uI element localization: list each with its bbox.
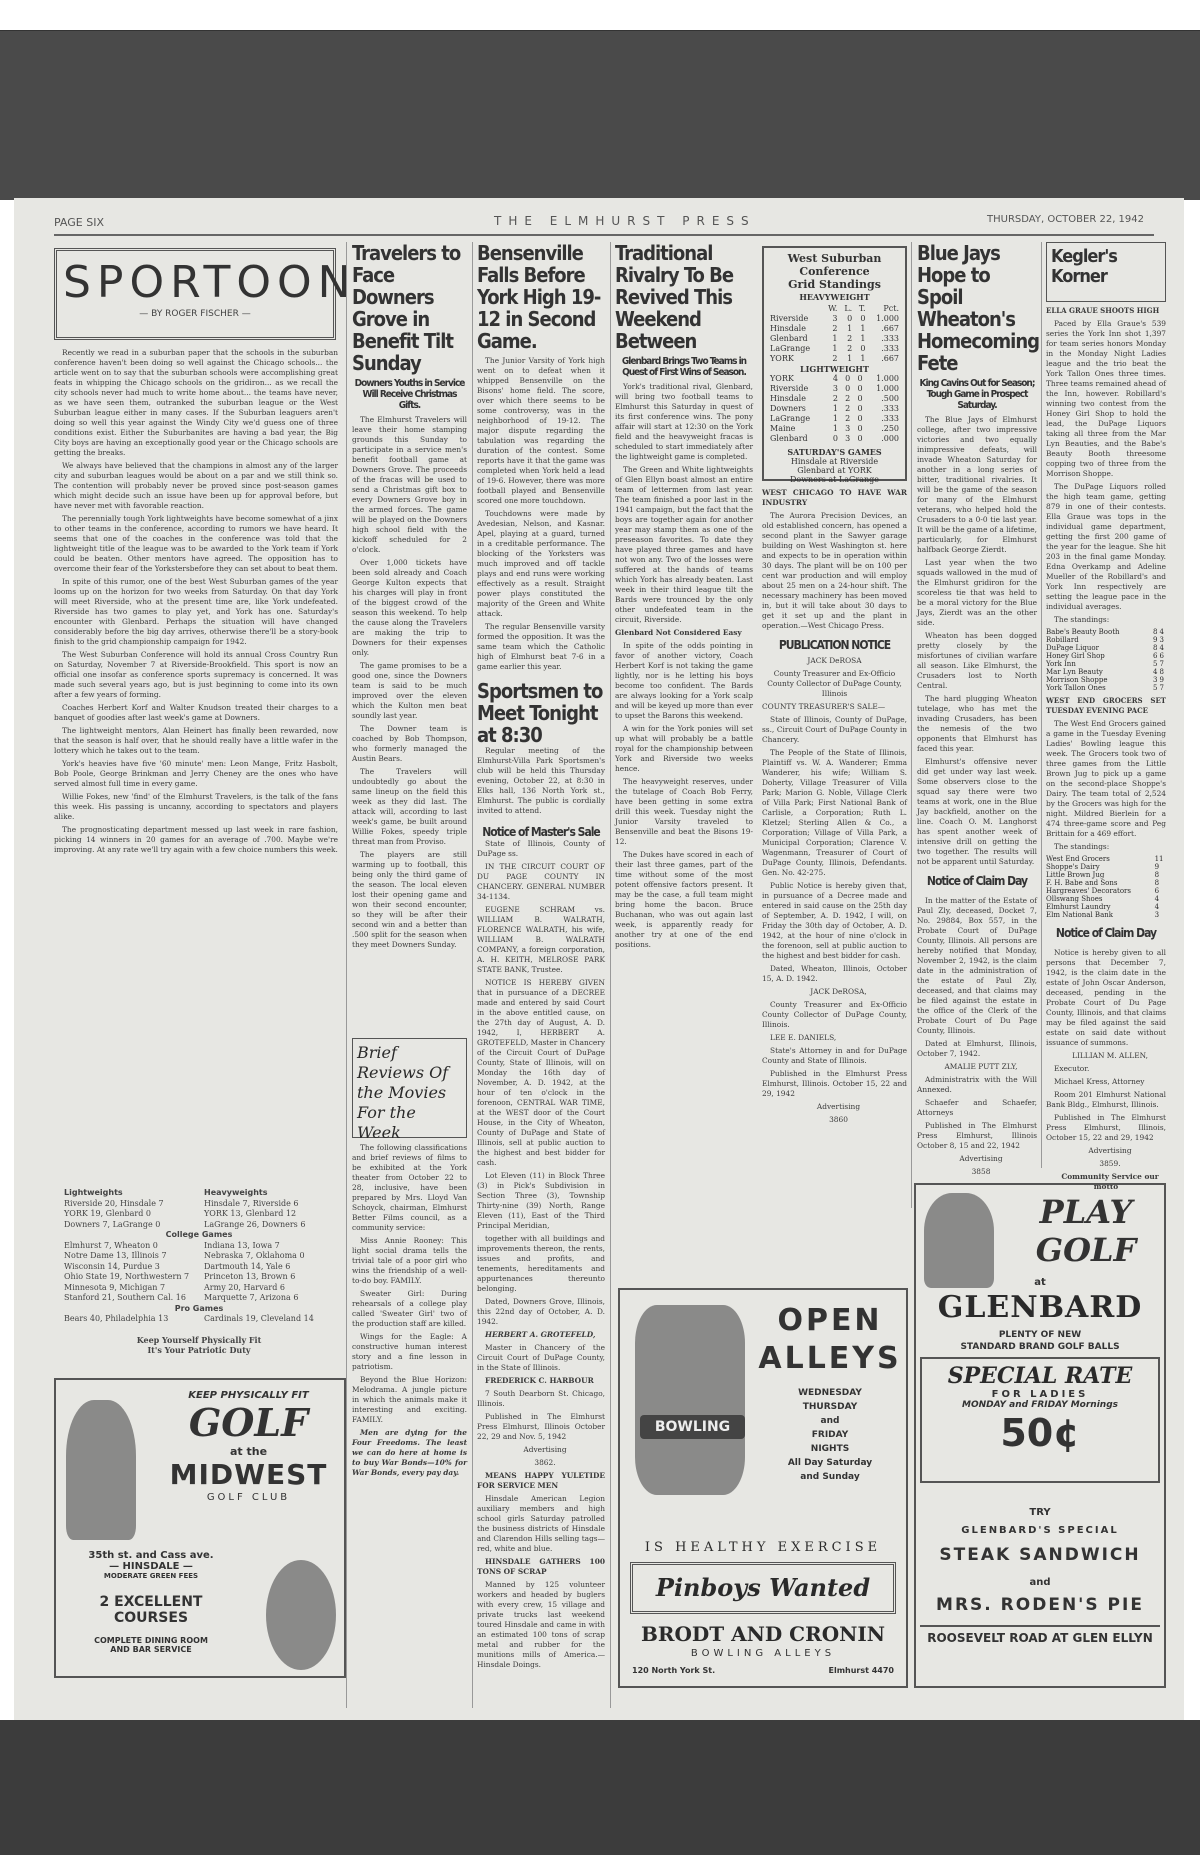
standings-title: Grid Standings bbox=[788, 278, 881, 291]
paragraph: The game promises to be a good one, since the Downers team is said to be much improved over the eleven which the Kulton men beat soundly last year. bbox=[352, 661, 467, 720]
attorney-address: Room 201 Elmhurst National Bank Bldg., Elmhurst, Illinois. bbox=[1046, 1090, 1166, 1110]
ad-open: OPEN bbox=[777, 1303, 883, 1338]
ad-address: 35th st. and Cass ave. bbox=[88, 1550, 214, 1561]
paragraph: The heavyweight reserves, under the tutelage of Coach Bob Ferry, have been getting in some extra drill this week. Tuesday night the Junior Varsity traveled to Bensenville and beat the Bisons 19-12. bbox=[615, 777, 753, 846]
pro-games-label: Pro Games bbox=[174, 1303, 224, 1313]
lightweight-table bbox=[768, 374, 901, 444]
table-row: Glenbard 0 3 0 .000 bbox=[770, 434, 899, 443]
paragraph: The West Suburban Conference will hold its annual Cross Country Run on Saturday, November 7 at Riverside-Brookfield. This sport is now an official one insofar as conference sports supremacy is concerned. It was made such several years ago, but is just beginning to come into its own after a few years of forming. bbox=[54, 650, 338, 699]
ad-dining: AND BAR SERVICE bbox=[110, 1645, 192, 1654]
table-row: F. H. Babe and Sons 8 bbox=[1046, 879, 1160, 887]
paragraph: The perennially tough York lightweights have become somewhat of a jinx to other teams in the conference, according to rumors we have heard. It seems that one of the coaches in the conference was told that the lightweight title of the league was to be awarded to the York team if York could be beaten. Other mentors have agreed. The opposition has to overcome their fear of the Yorkstersbefore they can set about to beat them. bbox=[54, 514, 338, 573]
ad-number: 3862. bbox=[534, 1458, 556, 1468]
score: Wisconsin 14, Purdue 3 bbox=[64, 1261, 160, 1271]
ad-road: ROOSEVELT ROAD AT GLEN ELLYN bbox=[920, 1625, 1160, 1645]
table-row: York Inn 5 7 bbox=[1046, 660, 1164, 668]
issue-date: THURSDAY, OCTOBER 22, 1942 bbox=[987, 214, 1144, 225]
slogan-line: Keep Yourself Physically Fit bbox=[136, 1334, 262, 1345]
table-row: Hinsdale 2 2 0 .500 bbox=[770, 394, 899, 403]
ad-number: 3859. bbox=[1099, 1159, 1121, 1169]
paragraph: The regular Bensenville varsity formed the opposition. It was the same team which the Catholic high of Elmhurst beat 7-6 in a game earlier this year. bbox=[477, 622, 605, 671]
paragraph: Manned by 125 volunteer workers and headed by buglers with every crew, 15 village and private trucks last weekend toured Hinsdale and came in with an estimated 100 tons of scrap metal and rubber for the munitions mills of America.—Hinsdale Doings. bbox=[477, 1580, 605, 1670]
table-row: Elmhurst Laundry 4 bbox=[1046, 903, 1160, 911]
headline: Brief Reviews Of the Movies For the Week bbox=[357, 1043, 449, 1142]
bowling-standings-table-2 bbox=[1046, 855, 1166, 919]
paragraph: State of Illinois, County of DuPage ss. bbox=[477, 839, 605, 859]
advertising-label: Advertising bbox=[816, 1102, 861, 1112]
score: Hinsdale 7, Riverside 6 bbox=[204, 1198, 299, 1208]
paragraph: Touchdowns were made by Avedesian, Nelson, and Kasnar. Apel, playing at a guard, turned in a creditable performance. The blocking of the Yorksters was much improved and off tackle plays and end runs were working effectively as a result. Straight power plays constituted the majority of the Green and White attack. bbox=[477, 509, 605, 618]
ad-phone: Elmhurst 4470 bbox=[828, 1666, 894, 1675]
heavyweights-label: Heavyweights bbox=[204, 1188, 268, 1197]
score: Dartmouth 14, Yale 6 bbox=[204, 1261, 291, 1271]
masthead-rule bbox=[54, 234, 1154, 236]
ad-fees: MODERATE GREEN FEES bbox=[103, 1572, 199, 1580]
newspaper-page bbox=[14, 198, 1184, 1728]
ad-company: BRODT AND CRONIN bbox=[640, 1622, 886, 1646]
lightweight-label: LIGHTWEIGHT bbox=[800, 364, 869, 374]
table-row: Little Brown Jug 8 bbox=[1046, 871, 1160, 879]
attorneys: Schaefer and Schaefer, Attorneys bbox=[917, 1098, 1037, 1118]
table-row: Shoppe's Dairy 9 bbox=[1046, 863, 1160, 871]
paragraph: A win for the York ponies will set up what will probably be a battle royal for the championship between York and Riverside two weeks hence. bbox=[615, 724, 753, 773]
headline: MEANS HAPPY YULETIDE FOR SERVICE MEN bbox=[477, 1471, 605, 1491]
headline: Kegler's Korner bbox=[1051, 246, 1117, 287]
ad-pie: MRS. RODEN'S PIE bbox=[936, 1595, 1144, 1615]
ad-sandwich: STEAK SANDWICH bbox=[939, 1545, 1141, 1565]
headline: PUBLICATION NOTICE bbox=[778, 638, 891, 652]
paragraph: Elmhurst's offensive never did get under way last week. Some observers close to the squad say there were two teams at work, one in the Blue Jay backfield, another on the line. Coach O. M. Langhorst has spent another week of intensive drill on getting the two together. The results will not be apparent until Saturday. bbox=[917, 757, 1037, 866]
table-row: Glenbard 1 2 1 .333 bbox=[770, 334, 899, 343]
table-row: Downers 1 2 0 .333 bbox=[770, 404, 899, 413]
headline: Blue Jays Hope to Spoil Wheaton's Homecoming Fete bbox=[917, 241, 1040, 375]
paragraph: Coaches Herbert Korf and Walter Knudson treated their charges to a banquet of goodies after last week's game at Downers. bbox=[54, 703, 338, 722]
paragraph: IN THE CIRCUIT COURT OF DU PAGE COUNTY IN CHANCERY. GENERAL NUMBER 34-1134. bbox=[477, 862, 605, 902]
attorney: FREDERICK C. HARBOUR bbox=[485, 1376, 594, 1386]
ad-at: at the bbox=[229, 1445, 268, 1458]
column-rule bbox=[346, 242, 347, 1708]
game: Hinsdale at Riverside bbox=[790, 457, 879, 466]
motto: Community Service our motto bbox=[1061, 1172, 1159, 1192]
traditional-rivalry-article bbox=[615, 242, 753, 1308]
paragraph: The West End Grocers gained a game in the Tuesday Evening Ladies' Bowling league this week. The Grocers took two of three games from the Little Brown Jug to pick up a game on the second-place Shoppe's Dairy. The team total of 2,524 by the Grocers was high for the night. Mildred Bierlein for a 474 three-game score and Peg Brittain for a 469 effort. bbox=[1046, 719, 1166, 838]
golfer-illustration bbox=[924, 1193, 994, 1288]
heavyweight-table: W. L. T. Pct. Riverside 3 0 0 1.000 Hinsdale 2 1 1 .667 Glenbard 1 2 1 .333 LaGrange 1 2 0 .333 YORK 2 1 1 .667 bbox=[770, 304, 899, 363]
ad-pinboys-wanted: Pinboys Wanted bbox=[630, 1562, 896, 1614]
ad-and: and bbox=[1029, 1577, 1051, 1588]
ad-type: BOWLING ALLEYS bbox=[690, 1648, 836, 1659]
score: Downers 7, LaGrange 0 bbox=[64, 1219, 161, 1229]
paragraph: Hinsdale American Legion auxiliary members and high school girls Saturday patrolled the business districts of Hinsdale and Clarendon Hills selling tags—red, white and blue. bbox=[477, 1494, 605, 1554]
score: YORK 13, Glenbard 12 bbox=[204, 1209, 297, 1218]
attorney-address: 7 South Dearborn St. Chicago, Illinois. bbox=[477, 1389, 605, 1409]
score: Minnesota 9, Michigan 7 bbox=[64, 1282, 166, 1292]
signature: AMALIE PUTT ZLY, bbox=[944, 1062, 1018, 1072]
grid-standings-box bbox=[762, 246, 907, 484]
subheadline: Downers Youths in Service Will Receive Christmas Gifts. bbox=[354, 378, 465, 411]
signature: JACK DeROSA, bbox=[810, 987, 867, 997]
treasurer-title: County Treasurer and Ex-Officio County Collector of DuPage County, Illinois bbox=[767, 669, 902, 699]
page-number: PAGE SIX bbox=[54, 216, 104, 229]
headline: HINSDALE GATHERS 100 TONS OF SCRAP bbox=[477, 1557, 605, 1577]
table-row: Honey Girl Shop 6 6 bbox=[1046, 652, 1164, 660]
sportoon-column bbox=[54, 348, 338, 1183]
ad-day: FRIDAY bbox=[811, 1430, 849, 1440]
table-row: YORK 4 0 0 1.000 bbox=[770, 374, 899, 383]
golfer-illustration bbox=[66, 1400, 136, 1540]
paragraph: The Aurora Precision Devices, an old established concern, has opened a second plant in the Sawyer garage building on West Washington st. here and expects to be in operation within 30 days. The plant will be on 100 per cent war production and will employ about 25 men on a 24-hour shift. The necessary machinery has been moved in, but it will take about 30 days to get it set up and the plant in operation.—West Chicago Press. bbox=[762, 511, 907, 630]
ad-play: PLAY bbox=[1039, 1193, 1133, 1231]
ad-club-name: GLENBARD bbox=[937, 1290, 1143, 1325]
ad-club-name: MIDWEST bbox=[169, 1458, 328, 1491]
caddy-illustration bbox=[266, 1560, 336, 1670]
headline: Traditional Rivalry To Be Revived This Weekend Between bbox=[615, 241, 734, 353]
table-row: DuPage Liquor 8 4 bbox=[1046, 644, 1164, 652]
paragraph: together with all buildings and improvements thereon, the rents, issues and profits, and tenements, hereditaments and appurtenances thereunto belonging. bbox=[477, 1234, 605, 1294]
paragraph: In the matter of the Estate of Paul Zly, deceased, Docket 7, No. 29884, Box 557, in the Probate Court of DuPage County, Illinois. All persons are hereby notified that Monday, November 2, 1942, is the claim date in the administration of the estate of Paul Zly, deceased, and that claims may be filed against the estate in the office of the Clerk of the Probate Court of Du Page County, Illinois. bbox=[917, 896, 1037, 1036]
ad-bowling bbox=[618, 1288, 908, 1688]
games-label: SATURDAY'S GAMES bbox=[787, 447, 882, 457]
movie-reviews bbox=[352, 1143, 467, 1543]
ad-ladies: FOR LADIES bbox=[991, 1389, 1089, 1400]
headline: Notice of Claim Day bbox=[1055, 926, 1157, 940]
lightweights-label: Lightweights bbox=[64, 1188, 123, 1197]
paragraph: The hard plugging Wheaton tutelage, who has met the invading Crusaders, has been the nemesis of the two opponents that Elmhurst has faced this year. bbox=[917, 694, 1037, 753]
table-row: Robillard 9 3 bbox=[1046, 636, 1164, 644]
standings-title: Conference bbox=[799, 265, 870, 278]
paragraph: Wings for the Eagle: A constructive human interest story and a fine lesson in patriotism. bbox=[352, 1332, 467, 1371]
published-note: Published in The Elmhurst Press Elmhurst, Illinois, October 15, 22 and 29, 1942 bbox=[1046, 1113, 1166, 1143]
paragraph: The Blue Jays of Elmhurst college, after two impressive victories and two equally inimpressive defeats, will invade Wheaton Saturday for another in a long series of bitter, traditional rivalries. It will be the game of the season for many of the Elmhurst veterans, who helped hold the Crusaders to a 0-0 tie last year. It will be the game of a lifetime, particularly, for Elmhurst halfback George Zierdt. bbox=[917, 415, 1037, 554]
table-row: Maine 1 3 0 .250 bbox=[770, 424, 899, 433]
game: Downers at LaGrange bbox=[789, 475, 880, 484]
score: Elmhurst 7, Wheaton 0 bbox=[64, 1240, 158, 1250]
table-row: LaGrange 1 2 0 .333 bbox=[770, 344, 899, 353]
advertising-label: Advertising bbox=[523, 1445, 567, 1455]
headline: Bensenville Falls Before York High 19-12 in Second Game. bbox=[477, 241, 601, 353]
paragraph: The Travelers will undoubtedly go about the same lineup on the field this week as they did last. The attack will, according to last week's game, be built around Willie Fokes, speedy triple threat man from Proviso. bbox=[352, 767, 467, 846]
score: Cardinals 19, Cleveland 14 bbox=[204, 1314, 314, 1323]
published-note: Published in The Elmhurst Press Elmhurst, Illinois October 8, 15 and 22, 1942 bbox=[917, 1121, 1037, 1151]
ad-town: — HINSDALE — bbox=[109, 1561, 193, 1572]
attorney-role: State's Attorney in and for DuPage County and State of Illinois. bbox=[762, 1046, 907, 1066]
ad-at: at bbox=[1034, 1277, 1046, 1288]
ad-day: THURSDAY bbox=[802, 1402, 858, 1412]
table-row: Babe's Beauty Booth 8 4 bbox=[1046, 628, 1164, 636]
paragraph: The following classifications and brief reviews of films to be exhibited at the York theater from October 22 to 28, inclusive, have been prepared by Mrs. Lloyd Van Schoyck, chairman, Elmhurst Better Films council, as a community service: bbox=[352, 1143, 467, 1232]
paragraph: The Downer team is coached by Bob Thompson, who formerly managed the Austin Bears. bbox=[352, 724, 467, 763]
ad-number: 3860 bbox=[829, 1115, 848, 1125]
paragraph: Dated, Downers Grove, Illinois, this 22nd day of October, A. D. 1942. bbox=[477, 1297, 605, 1327]
paragraph: Regular meeting of the Elmhurst-Villa Park Sportsmen's club will be held this Thursday evening, October 22, at 8:30 in Elks hall, 136 North York st., Elmhurst. The public is cordially invited to attend. bbox=[477, 746, 605, 815]
war-bonds-note: Men are dying for the Four Freedoms. The least we can do here at home is to buy War Bonds—10% for War Bonds, every pay day. bbox=[352, 1428, 467, 1477]
subheadline: Glenbard Brings Two Teams in Quest of First Wins of Season. bbox=[621, 356, 747, 378]
ad-day: WEDNESDAY bbox=[798, 1388, 862, 1398]
advertising-label: Advertising bbox=[959, 1154, 1003, 1164]
ad-number: 3858 bbox=[971, 1167, 991, 1177]
table-row: Hargreaves' Decorators 6 bbox=[1046, 887, 1160, 895]
sportoon-title: SPORTOON bbox=[63, 257, 357, 308]
attorney: Michael Kress, Attorney bbox=[1054, 1077, 1145, 1087]
ad-days: MONDAY and FRIDAY Mornings bbox=[961, 1400, 1118, 1410]
keglers-header bbox=[1046, 242, 1166, 302]
headline: Sportsmen to Meet Tonight at 8:30 bbox=[477, 679, 603, 747]
paragraph: Over 1,000 tickets have been sold already and Coach George Kulton expects that his charges will play in front of the biggest crowd of the season this weekend. To help the cause along the Travelers are making the trip to Downers for their expenses only. bbox=[352, 558, 467, 657]
table-row: YORK 2 1 1 .667 bbox=[770, 354, 899, 363]
paragraph: EUGENE SCHRAM vs. WILLIAM B. WALRATH, FLORENCE WALRATH, his wife, WILLIAM B. WALRATH COMPANY, a foreign corporation, A. H. KEITH, MELROSE PARK STATE BANK, Trustee. bbox=[477, 905, 605, 975]
headline: Notice of Master's Sale bbox=[482, 825, 600, 839]
treasurer-name: JACK DeROSA bbox=[807, 656, 862, 666]
ad-golf-title: GOLF bbox=[188, 1400, 309, 1445]
football-scores bbox=[64, 1188, 334, 1356]
slogan bbox=[64, 1335, 334, 1356]
paragraph: The players are still warming up to football, this being only the third game of the season. The local eleven lost their opening game and won their second encounter, so they will be after their second win and a better than .500 split for the season when they meet Downers Sunday. bbox=[352, 850, 467, 949]
table-row: LaGrange 1 2 0 .333 bbox=[770, 414, 899, 423]
paragraph: Willie Fokes, new 'find' of the Elmhurst Travelers, is the talk of the fans this week. His passing is uncanny, according to spectators and players alike. bbox=[54, 792, 338, 821]
headline: Travelers to Face Downers Grove in Benefit Tilt Sunday bbox=[352, 241, 461, 375]
paragraph: Lot Eleven (11) in Block Three (3) in Pick's Subdivision in Section Three (3), Township Thirty-nine (39) North, Range Eleven (11), East of the Third Principal Meridian, bbox=[477, 1171, 605, 1231]
score: Ohio State 19, Northwestern 7 bbox=[64, 1272, 190, 1281]
signer-role: Executor. bbox=[1054, 1064, 1090, 1074]
paragraph: Beyond the Blue Horizon: Melodrama. A jungle picture in which the animals make it interesting and exciting. FAMILY. bbox=[352, 1375, 467, 1424]
column-rule bbox=[610, 242, 611, 1708]
signer-role: Administratrix with the Will Annexed. bbox=[917, 1075, 1037, 1095]
paragraph: The People of the State of Illinois, Plaintiff vs. W. A. Wanderer; Emma Wanderer, his wife; William S. Doherty, Village Treasurer of Villa Park; Marion G. Noble, Village Clerk of Villa Park; First National Bank of Carlisle, a Corporation; Ruth L. Kletzel; Sterling Allen & Co., a Corporation; Village of Villa Park, a Municipal Corporation; Clarence V. Wagenmann, Treasurer of Court of DuPage County, Illinois, Defendants. Gen. No. 42-275. bbox=[762, 748, 907, 878]
ad-balls: PLENTY OF NEW bbox=[998, 1330, 1082, 1340]
ad-day: NIGHTS bbox=[810, 1444, 850, 1454]
dated: Dated at Elmhurst, Illinois, October 7, 1942. bbox=[917, 1039, 1037, 1059]
sportoon-byline: — BY ROGER FISCHER — bbox=[139, 309, 251, 319]
paragraph: Wheaton has been dogged pretty closely by the misfortunes of civilian warfare all season. Like Elmhurst, the Crusaders lost to North Central. bbox=[917, 631, 1037, 690]
ad-day: All Day Saturday bbox=[787, 1458, 873, 1468]
score: Nebraska 7, Oklahoma 0 bbox=[204, 1251, 305, 1260]
ad-glenbard-golf bbox=[914, 1183, 1166, 1688]
paragraph: Miss Annie Rooney: This light social drama tells the trivial tale of a poor girl who wins the friendship of a well-to-do boy. FAMILY. bbox=[352, 1236, 467, 1285]
movie-reviews-header bbox=[352, 1038, 467, 1142]
score: LaGrange 26, Downers 6 bbox=[204, 1219, 306, 1229]
ad-special: GLENBARD'S SPECIAL bbox=[961, 1525, 1119, 1536]
sportoon-nameplate bbox=[54, 248, 357, 340]
column-rule bbox=[911, 242, 912, 1208]
ad-price: 50¢ bbox=[1000, 1411, 1080, 1455]
slogan-line: It's Your Patriotic Duty bbox=[147, 1345, 251, 1355]
game: Glenbard at YORK bbox=[797, 466, 872, 475]
column-rule bbox=[1041, 242, 1042, 1168]
ad-balls: STANDARD BRAND GOLF BALLS bbox=[960, 1342, 1120, 1352]
subheadline: ELLA GRAUE SHOOTS HIGH bbox=[1046, 306, 1160, 315]
table-row: Mar Lyn Beauty 4 8 bbox=[1046, 668, 1164, 676]
paragraph: We always have believed that the champions in almost any of the larger city and suburban leagues would be about on a par and we still think so. The contention will probably never be proved since post-season games which might decide such an issue have been up for approval before, but have never met with favorable reaction. bbox=[54, 461, 338, 510]
standings-title: West Suburban bbox=[787, 252, 882, 265]
paragraph: Sweater Girl: During rehearsals of a college play called 'Sweater Girl' two of the production staff are killed. bbox=[352, 1289, 467, 1328]
published-note: Published in The Elmhurst Press Elmhurst, Illinois October 22, 29 and Nov. 5, 1942 bbox=[477, 1412, 605, 1442]
paragraph: Dated, Wheaton, Illinois, October 15, A. D. 1942. bbox=[762, 964, 907, 984]
standings-label: The standings: bbox=[1054, 842, 1110, 851]
bensenville-article bbox=[477, 242, 605, 1708]
ad-alleys: ALLEYS bbox=[758, 1341, 902, 1376]
paragraph: Public Notice is hereby given that, in pursuance of a Decree made and entered in said cause on the 25th day of September, A. D. 1942, I will, on Friday the 30th day of October, A. D. 1942, at the hour of nine o'clock in the forenoon, sell at public auction to the highest and best bidder for cash. bbox=[762, 881, 907, 961]
score: Riverside 20, Hinsdale 7 bbox=[64, 1198, 164, 1208]
ad-day: and Sunday bbox=[800, 1472, 860, 1482]
signature: LILLIAN M. ALLEN, bbox=[1072, 1051, 1148, 1061]
published-note: Published in the Elmhurst Press Elmhurst, Illinois. October 15, 22 and 29, 1942 bbox=[762, 1069, 907, 1099]
score: Marquette 7, Arizona 6 bbox=[204, 1293, 299, 1302]
advertising-label: Advertising bbox=[1088, 1146, 1132, 1156]
table-row: Ollswang Shoes 4 bbox=[1046, 895, 1160, 903]
blue-jays-article bbox=[917, 241, 1040, 1177]
subheadline: WEST END GROCERS SET TUESDAY EVENING PACE bbox=[1046, 696, 1166, 715]
table-row: West End Grocers 11 bbox=[1046, 855, 1164, 863]
score: Princeton 13, Brown 6 bbox=[204, 1272, 296, 1281]
paragraph: The prognosticating department messed up last week in rare fashion, picking 14 winners in 20 games for an average of .700. Maybe we're improving. At any rate we'll try again with a few choice numbers this week. bbox=[54, 825, 338, 854]
paragraph: In spite of the odds pointing in favor of another victory, Coach Herbert Korf is not taking the game lightly, nor is he letting his boys become too confident. The Bards are always looking for a York scalp and will be keyed up more than ever to upset the Barons this weekend. bbox=[615, 641, 753, 720]
publication-column bbox=[762, 488, 907, 1278]
ad-midwest-golf bbox=[54, 1378, 346, 1678]
score: YORK 19, Glenbard 0 bbox=[64, 1209, 151, 1218]
college-games-label: College Games bbox=[165, 1230, 233, 1239]
paragraph: The lightweight mentors, Alan Heinert has finally been rewarded, now that the season is half over, that he should really have a little wafer in the lottery which he takes out to the team. bbox=[54, 726, 338, 755]
newspaper-title: THE ELMHURST PRESS bbox=[494, 214, 756, 228]
standings-label: The standings: bbox=[1054, 615, 1110, 624]
headline: Notice of Claim Day bbox=[926, 874, 1028, 888]
ad-address: 120 North York St. bbox=[632, 1666, 716, 1675]
table-row: Morrison Shoppe 3 9 bbox=[1046, 676, 1164, 684]
ad-special-rate: SPECIAL RATE bbox=[947, 1363, 1133, 1389]
ad-dining: COMPLETE DINING ROOM bbox=[94, 1636, 208, 1645]
ad-try: TRY bbox=[1029, 1507, 1051, 1518]
paragraph: The Dukes have scored in each of their last three games, part of the time without some of the most potent offensive factors present. It may be the case, a full team might bring home the bacon. Bruce Buchanan, who was out again last week, is apparently ready for another try at one of the end positions. bbox=[615, 850, 753, 949]
keglers-korner bbox=[1046, 242, 1166, 1192]
paragraph: In spite of this rumor, one of the best West Suburban games of the year looms up on the horizon for two weeks from Saturday. On that day York will meet Riverside, who at the present time are, like York undefeated. Riverside has two games to play yet, and York has one. Saturday's encounter with Glenbard. Perhaps the situation will have changed considerably before the big day arrives, otherwise there'll be a story-book finish to the grid championship campaign for 1942. bbox=[54, 577, 338, 646]
bowlers-illustration bbox=[635, 1305, 745, 1495]
score: Notre Dame 13, Illinois 7 bbox=[64, 1251, 167, 1260]
paragraph: Last year when the two squads wallowed in the mud of the Elmhurst gridiron for the scoreless tie that was held to be a moral victory for the Blue Jays, Zierdt was an the other side. bbox=[917, 558, 1037, 627]
score: Indiana 13, Iowa 7 bbox=[204, 1240, 280, 1250]
heavyweight-label: HEAVYWEIGHT bbox=[799, 292, 870, 302]
bowling-sign: BOWLING bbox=[640, 1415, 745, 1439]
paragraph: NOTICE IS HEREBY GIVEN that in pursuance of a DECREE made and entered by said Court in the above entitled cause, on the 27th day of August, A. D. 1942, I, HERBERT A. GROTEFELD, Master in Chancery of the Circuit Court of DuPage County, State of Illinois, will on Monday the 16th day of November, A. D. 1942, at the hour of ten o'clock in the forenoon, CENTRAL WAR TIME, at the WEST door of the Court House, in the City of Wheaton, County of DuPage and State of Illinois, sell at public auction to the highest and best bidder for cash. bbox=[477, 978, 605, 1168]
paragraph: Recently we read in a suburban paper that the schools in the suburban conference haven't been doing so well against the Chicago schools... the article went on to say that the suburban schools were accomplishing great feats in whipping the Chicago schools on the gridiron... as we recall the city schools never had much to write home about... the teams have never, as we have seen them, outranked the suburban league or the West Suburban league either in many cases. If the Suburban leaguers aren't doing so well this year against the Windy City we'd guess one of three conditions exist. Either the Suburbanites are having a bad year, the Big City boys are having an exceptionally good year or the Chicago schools are getting the breaks. bbox=[54, 348, 338, 457]
signer-title: Master in Chancery of the Circuit Court of DuPage County, in the State of Illinois. bbox=[477, 1343, 605, 1373]
sale-heading: COUNTY TREASURER'S SALE— bbox=[762, 702, 886, 712]
table-row: York Tallon Ones 5 7 bbox=[1046, 684, 1164, 692]
special-rate-box bbox=[920, 1357, 1160, 1483]
paragraph: The Elmhurst Travelers will leave their home stamping grounds this Sunday to participate in a service men's benefit football game at Downers Grove. The proceeds of the fracas will be used to send a Christmas gift box to every Downers Grove boy in the armed forces. The game will be played on the Downers high school field with the kickoff scheduled for 2 o'clock. bbox=[352, 415, 467, 554]
subheadline: King Cavins Out for Season; Tough Game in Prospect Saturday. bbox=[919, 378, 1035, 411]
ad-courses: 2 EXCELLENT COURSES bbox=[99, 1594, 203, 1626]
paragraph: The Green and White lightweights of Glen Ellyn boast almost an entire team of lettermen from last year. The team finished a poor last in the 1941 campaign, but the fact that the boys are together again for another year may stamp them as one of the preseason favorites. To date they have played three games and have not won any. Two of the losses were suffered at the hands of teams which York has already beaten. Last week in their third league tilt the Bards were trounced by the only other undefeated team in the circuit, Riverside. bbox=[615, 465, 753, 624]
paragraph: Notice is hereby given to all persons that December 7, 1942, is the claim date in the estate of John Oscar Anderson, deceased, pending in the Probate Court of Du Page County, Illinois, and that claims may be filed against the said estate on said date without issuance of summons. bbox=[1046, 948, 1166, 1048]
ad-day: and bbox=[820, 1416, 840, 1426]
paragraph: State of Illinois, County of DuPage, ss., Circuit Court of DuPage County in Chancery. bbox=[762, 715, 907, 745]
ad-golf: GOLF bbox=[1035, 1231, 1137, 1269]
table-row: Riverside 3 0 0 1.000 bbox=[770, 384, 899, 393]
ad-tagline: KEEP PHYSICALLY FIT bbox=[188, 1390, 309, 1401]
subheadline: Glenbard Not Considered Easy bbox=[615, 628, 742, 637]
film-border-top bbox=[0, 30, 1200, 200]
paragraph: York's heavies have five '60 minute' men: Leon Mange, Fritz Hasbolt, Bob Poole, George Brinkman and Jerry Cheney are the ones who have served almost full time in every game. bbox=[54, 759, 338, 788]
film-border-bottom bbox=[0, 1720, 1200, 1855]
score: Stanford 21, Southern Cal. 16 bbox=[64, 1293, 186, 1302]
score: Army 20, Harvard 6 bbox=[204, 1282, 285, 1292]
paragraph: The Junior Varsity of York high went on to defeat when it whipped Bensenville on the Bisons' home field. The score, over which there seems to be some controversy, was in the neighborhood of 19-12. The major dispute regarding the tabulation was regarding the duration of the contest. Some reports have it that the game was completed when York held a lead of 19-6. However, there was more football played and Bensenville scored one more touchdown. bbox=[477, 356, 605, 505]
paragraph: York's traditional rival, Glenbard, will bring two football teams to Elmhurst this Saturday in quest of its first conference wins. The pony affair will start at 12:30 on the York field and the heavyweight fracas is scheduled to start immediately after the lightweight game is completed. bbox=[615, 382, 753, 461]
bowling-standings-table bbox=[1046, 628, 1166, 692]
column-rule bbox=[472, 242, 473, 1708]
table-row: Elm National Bank 3 bbox=[1046, 911, 1160, 919]
paragraph: The DuPage Liquors rolled the high team game, getting 879 in one of their contests. Ella Graue was tops in the individual game department, getting the first 200 game of the year for the league. She hit 203 in the final game Monday. Edna Overkamp and Adeline Mueller of the Robillard's and York Inn respectively are setting the league pace in the individual averages. bbox=[1046, 482, 1166, 611]
signature: HERBERT A. GROTEFELD, bbox=[485, 1330, 596, 1340]
score: Bears 40, Philadelphia 13 bbox=[64, 1314, 169, 1323]
table-row: Hinsdale 2 1 1 .667 bbox=[770, 324, 899, 333]
attorney: LEE E. DANIELS, bbox=[770, 1033, 837, 1043]
masthead bbox=[54, 212, 1154, 234]
headline: WEST CHICAGO TO HAVE WAR INDUSTRY bbox=[762, 488, 907, 507]
signer-title: County Treasurer and Ex-Officio County Collector of DuPage County, Illinois. bbox=[762, 1000, 907, 1030]
paragraph: Paced by Ella Graue's 539 series the York Inn shot 1,397 for team series honors Monday in the Monday Night Ladies league and the trio beat the York Tallon Ones three times. Three teams remained ahead of the Inn, however. Robillard's winning two contest from the Honey Girl Shop to hold the lead, the DuPage Liquors taking all three from the Mar Lyn Beauties, and the Babe's Beauty Booth threesome copping two of three from the Morrison Shoppe. bbox=[1046, 319, 1166, 478]
table-row: Riverside 3 0 0 1.000 bbox=[770, 314, 899, 323]
ad-club-type: GOLF CLUB bbox=[206, 1492, 291, 1503]
ad-exercise: IS HEALTHY EXERCISE bbox=[644, 1540, 882, 1555]
